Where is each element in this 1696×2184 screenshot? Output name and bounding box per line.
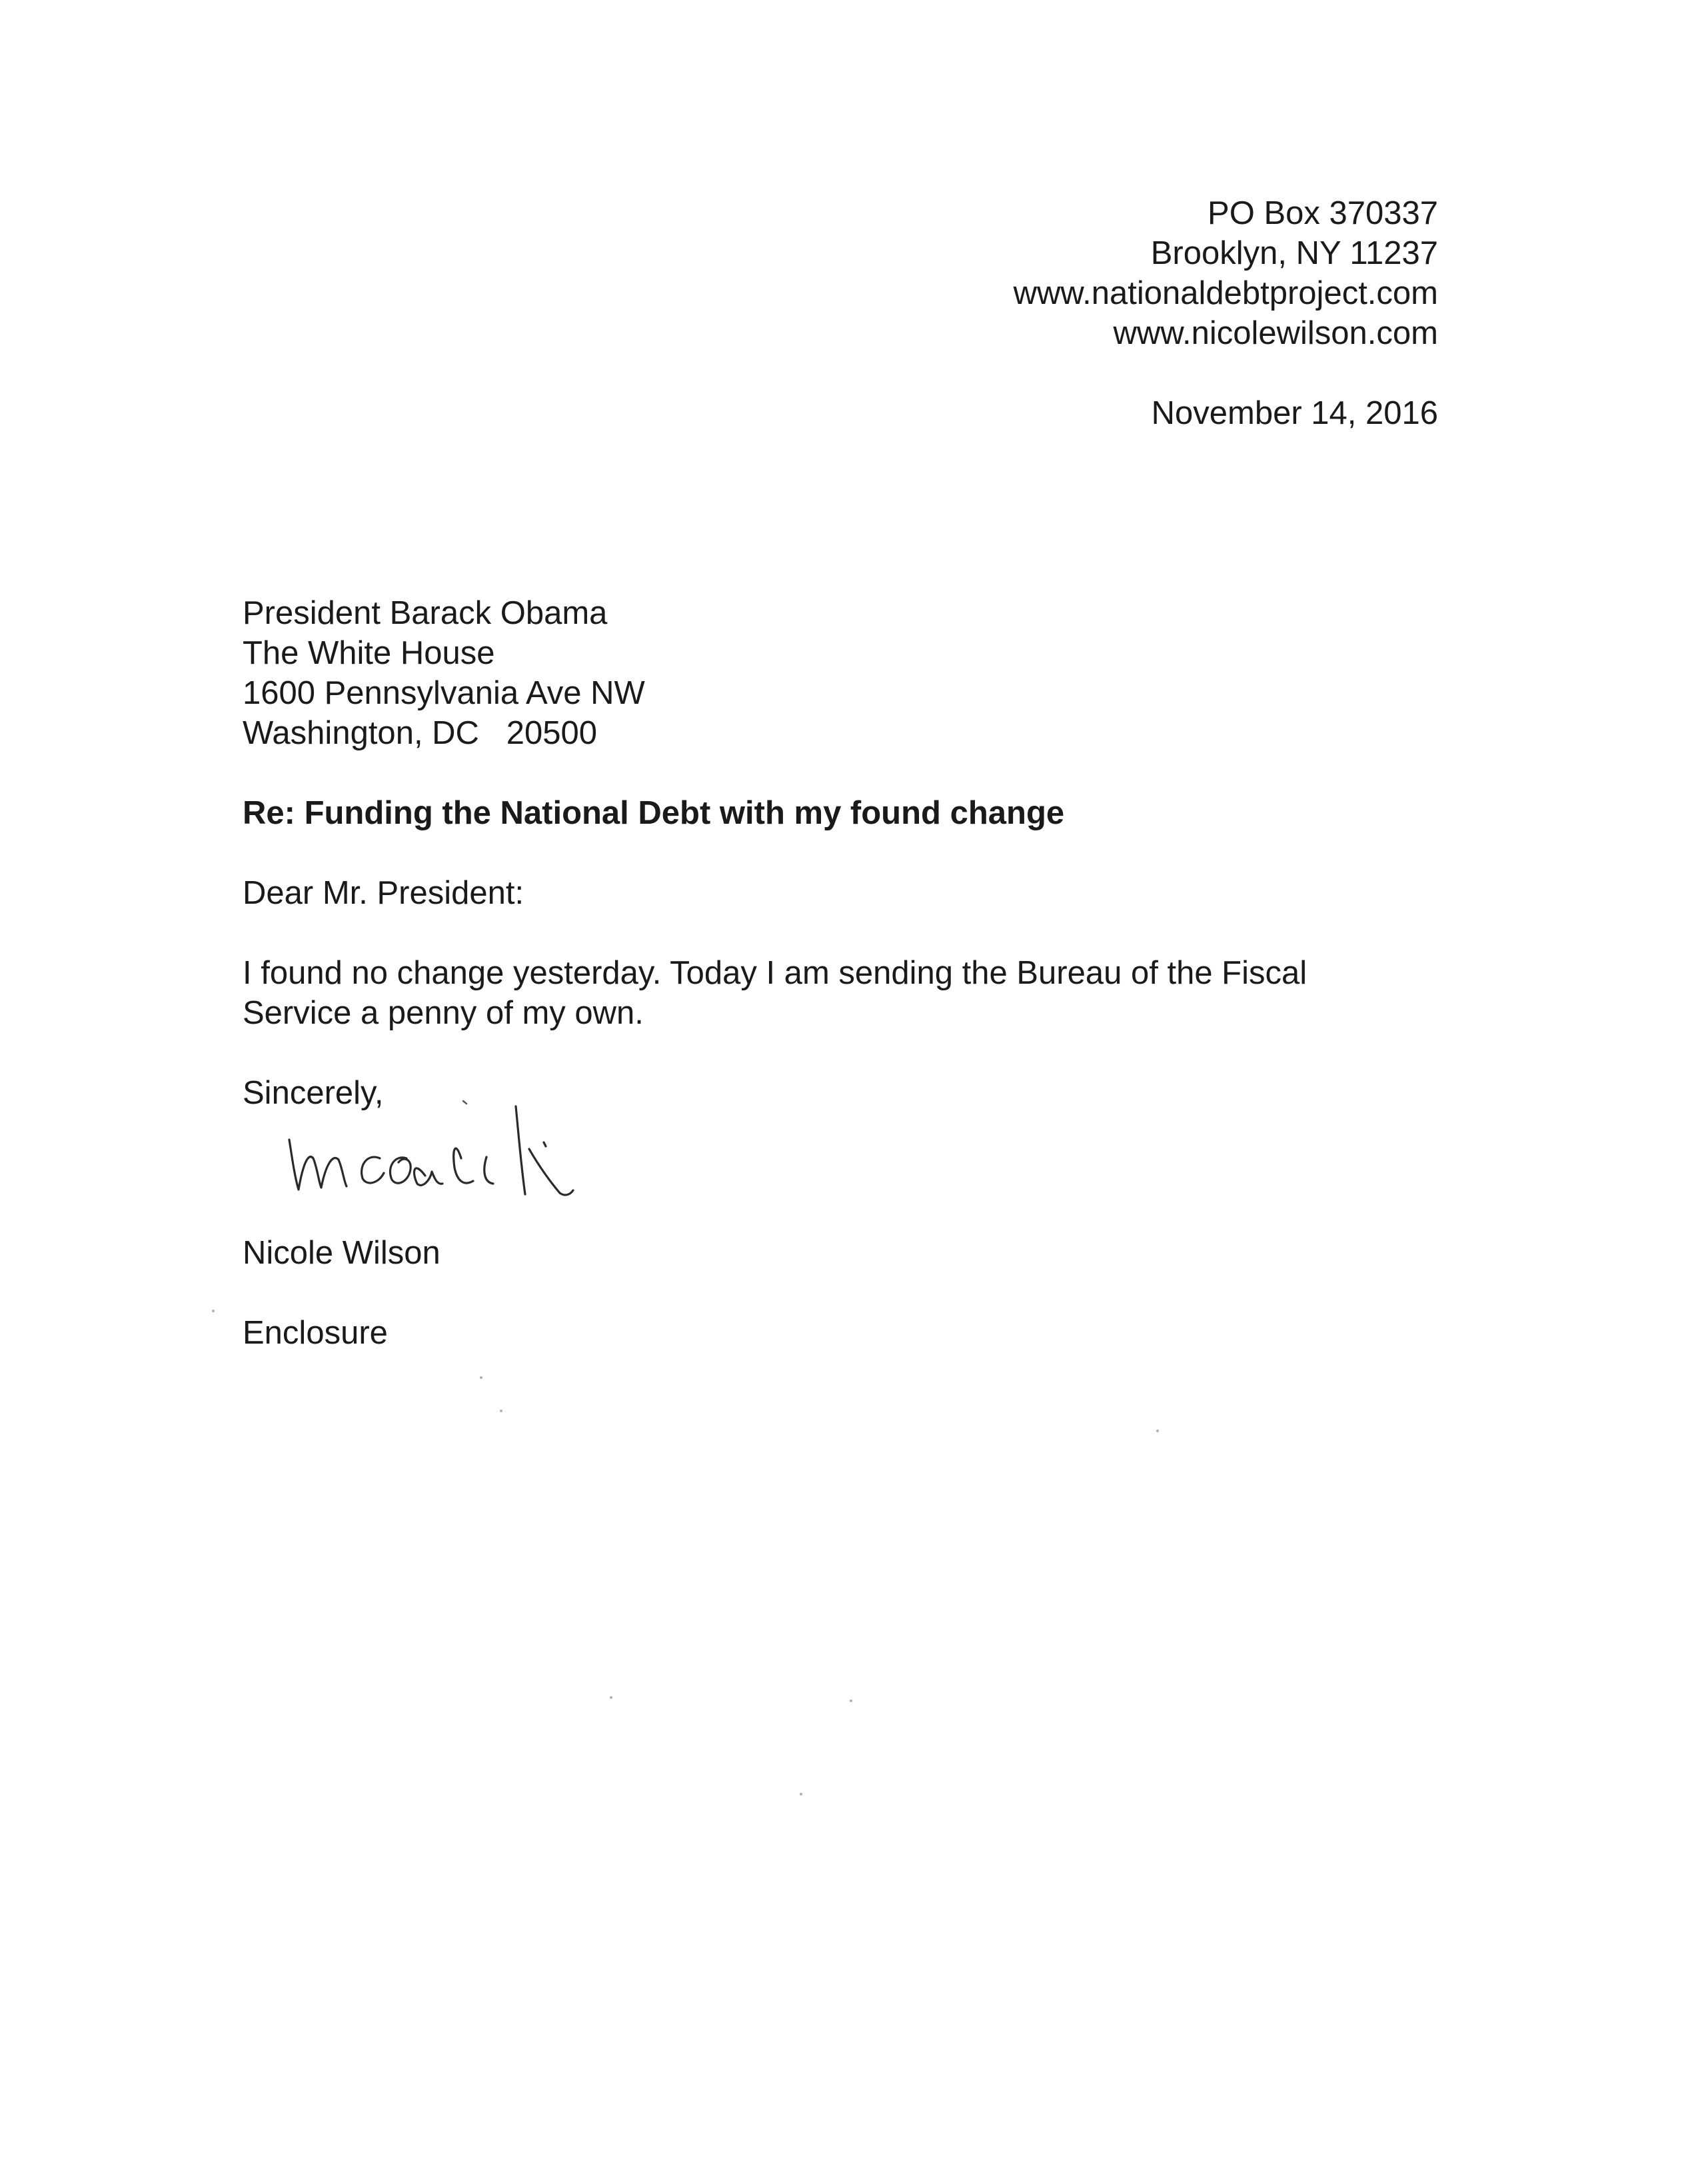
sender-po-box: PO Box 370337 <box>1208 195 1438 231</box>
scan-speck <box>800 1793 802 1795</box>
subject-line: Re: Funding the National Debt with my found change <box>243 795 1065 831</box>
sender-city-state-zip: Brooklyn, NY 11237 <box>1150 235 1438 271</box>
handwritten-signature <box>280 1093 613 1213</box>
letter-date: November 14, 2016 <box>1151 395 1438 431</box>
scan-speck <box>850 1699 852 1702</box>
scan-speck <box>610 1696 612 1699</box>
scan-speck <box>1156 1430 1159 1432</box>
scan-speck <box>500 1410 502 1412</box>
salutation: Dear Mr. President: <box>243 875 524 911</box>
body-paragraph: I found no change yesterday. Today I am sending the Bureau of the Fiscal Service a penny of my own. <box>243 955 1307 1031</box>
sender-website-national-debt: www.nationaldebtproject.com <box>1013 275 1438 311</box>
scan-speck <box>480 1376 482 1379</box>
recipient-line-1: The White House <box>243 635 495 671</box>
recipient-line-3: Washington, DC 20500 <box>243 715 598 751</box>
scan-speck <box>212 1310 215 1312</box>
sender-address-block <box>1014 193 1438 353</box>
enclosure-note: Enclosure <box>243 1315 388 1351</box>
sender-website-personal: www.nicolewilson.com <box>1113 315 1438 351</box>
closing: Sincerely, <box>243 1075 384 1111</box>
recipient-name: President Barack Obama <box>243 595 608 631</box>
recipient-line-2: 1600 Pennsylvania Ave NW <box>243 675 645 711</box>
signer-name: Nicole Wilson <box>243 1235 440 1271</box>
recipient-address-block <box>243 593 645 753</box>
